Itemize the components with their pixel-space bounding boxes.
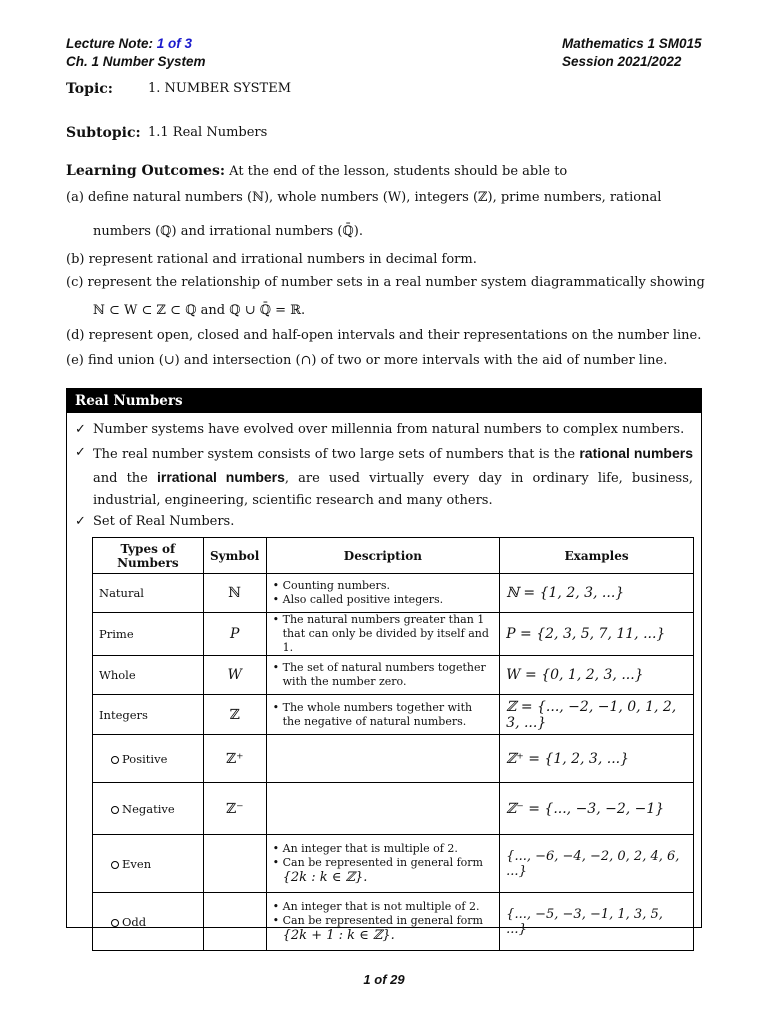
bullet-3 <box>75 511 695 533</box>
check-icon: ✓ <box>75 445 86 460</box>
symbol-cell: W <box>203 656 266 695</box>
rational-numbers-term: rational numbers <box>579 445 693 461</box>
description-cell <box>266 613 500 656</box>
box-title: Real Numbers <box>67 389 701 413</box>
description-cell <box>266 695 500 735</box>
bullet-2 <box>75 442 695 512</box>
lecture-note-count: 1 of 3 <box>156 36 193 51</box>
bullet-2-text <box>93 442 693 512</box>
symbol-cell: ℕ <box>203 574 266 613</box>
example-cell: ℤ⁻ = {..., −3, −2, −1} <box>500 783 694 835</box>
header-symbol: Symbol <box>203 538 266 574</box>
type-cell: Whole <box>93 656 204 695</box>
table-row <box>93 835 694 893</box>
description-cell <box>266 735 500 783</box>
description-cell <box>266 835 500 893</box>
check-icon: ✓ <box>75 514 86 529</box>
symbol-cell: ℤ⁻ <box>203 783 266 835</box>
outcome-a-line2: numbers (ℚ) and irrational numbers (ℚ̄). <box>93 224 363 239</box>
table-row <box>93 574 694 613</box>
example-cell: ℕ = {1, 2, 3, ...} <box>500 574 694 613</box>
subtopic-value: 1.1 Real Numbers <box>148 125 268 140</box>
page-number: 1 of 29 <box>363 972 405 987</box>
bullet-1-text: Number systems have evolved over millennia from natural numbers to complex numbers. <box>93 422 685 437</box>
outcome-c-line1: (c) represent the relationship of number sets in a real number system diagrammatically showing <box>66 275 705 290</box>
topic-line <box>66 80 292 99</box>
example-cell: ℤ = {..., −2, −1, 0, 1, 2, 3, ...} <box>500 695 694 735</box>
example-cell: ℤ⁺ = {1, 2, 3, ...} <box>500 735 694 783</box>
outcome-d: (d) represent open, closed and half-open intervals and their representations on the number line. <box>66 328 702 343</box>
example-cell: P = {2, 3, 5, 7, 11, ...} <box>500 613 694 656</box>
irrational-numbers-term: irrational numbers <box>156 469 285 485</box>
table-row <box>93 893 694 951</box>
bullet-2-mid: and the <box>93 471 157 486</box>
table-row <box>93 735 694 783</box>
description-item: • An integer that is multiple of 2. <box>283 842 494 856</box>
description-item: • The set of natural numbers together with the number zero. <box>283 661 494 689</box>
type-label: Positive <box>122 751 168 766</box>
table-header-row <box>93 538 694 574</box>
outcomes-intro: At the end of the lesson, students should be able to <box>229 164 568 179</box>
description-item: • Can be represented in general form <box>283 856 494 870</box>
type-cell <box>93 893 204 951</box>
circle-bullet-icon <box>111 806 119 814</box>
symbol-cell: P <box>203 613 266 656</box>
type-cell: Prime <box>93 613 204 656</box>
type-label: Negative <box>122 801 175 816</box>
lecture-note-label: Lecture Note: <box>66 36 157 51</box>
general-form-even: {2k : k ∈ ℤ}. <box>282 870 368 885</box>
outcome-a-line1: (a) define natural numbers (ℕ), whole numbers (W), integers (ℤ), prime numbers, rational <box>66 190 662 205</box>
type-cell <box>93 783 204 835</box>
description-item: • Also called positive integers. <box>283 593 494 607</box>
chapter-title: Ch. 1 Number System <box>66 54 206 69</box>
description-cell <box>266 574 500 613</box>
table-row <box>93 695 694 735</box>
subtopic-label: Subtopic: <box>66 125 141 141</box>
subtopic-line <box>66 124 268 143</box>
session: Session 2021/2022 <box>562 54 682 69</box>
table-row <box>93 613 694 656</box>
table-row <box>93 656 694 695</box>
example-cell: W = {0, 1, 2, 3, ...} <box>500 656 694 695</box>
outcomes-label: Learning Outcomes: <box>66 163 226 179</box>
outcome-c-line2: ℕ ⊂ W ⊂ ℤ ⊂ ℚ and ℚ ∪ ℚ̄ = ℝ. <box>93 303 306 318</box>
example-cell: {..., −6, −4, −2, 0, 2, 4, 6, ...} <box>500 835 694 893</box>
description-cell <box>266 783 500 835</box>
header-right <box>562 35 702 71</box>
description-cell <box>266 656 500 695</box>
circle-bullet-icon <box>111 919 119 927</box>
type-label: Odd <box>122 914 147 929</box>
general-form-odd: {2k + 1 : k ∈ ℤ}. <box>282 928 395 943</box>
bullet-2-post: , are used virtually every day in ordinary life, business, industrial, engineering, scientific research and many others. <box>93 471 693 508</box>
header-left <box>66 35 206 71</box>
circle-bullet-icon <box>111 861 119 869</box>
description-item: • Can be represented in general form <box>283 914 494 928</box>
topic-label: Topic: <box>66 81 113 97</box>
outcomes-intro-line <box>66 162 567 181</box>
outcome-b: (b) represent rational and irrational numbers in decimal form. <box>66 252 477 267</box>
check-icon: ✓ <box>75 422 86 437</box>
description-item: • An integer that is not multiple of 2. <box>283 900 494 914</box>
description-item: • The whole numbers together with the negative of natural numbers. <box>283 701 494 729</box>
bullet-3-text: Set of Real Numbers. <box>93 514 235 529</box>
outcome-e: (e) find union (∪) and intersection (∩) of two or more intervals with the aid of number line. <box>66 353 668 368</box>
example-cell: {..., −5, −3, −1, 1, 3, 5, ...} <box>500 893 694 951</box>
description-item: • Counting numbers. <box>283 579 494 593</box>
type-cell <box>93 735 204 783</box>
course-code: Mathematics 1 SM015 <box>562 36 702 51</box>
type-label: Even <box>122 856 152 871</box>
symbol-cell <box>203 835 266 893</box>
header-types: Types of Numbers <box>93 538 204 574</box>
topic-value: 1. NUMBER SYSTEM <box>148 81 292 96</box>
number-types-table <box>92 537 694 951</box>
description-cell <box>266 893 500 951</box>
header-examples: Examples <box>500 538 694 574</box>
table-row <box>93 783 694 835</box>
bullet-1 <box>75 419 695 441</box>
symbol-cell <box>203 893 266 951</box>
bullet-2-pre: The real number system consists of two large sets of numbers that is the <box>93 447 580 462</box>
symbol-cell: ℤ⁺ <box>203 735 266 783</box>
type-cell <box>93 835 204 893</box>
header-description: Description <box>266 538 500 574</box>
description-item: • The natural numbers greater than 1 that can only be divided by itself and 1. <box>283 613 494 655</box>
type-cell: Integers <box>93 695 204 735</box>
type-cell: Natural <box>93 574 204 613</box>
symbol-cell: ℤ <box>203 695 266 735</box>
circle-bullet-icon <box>111 756 119 764</box>
